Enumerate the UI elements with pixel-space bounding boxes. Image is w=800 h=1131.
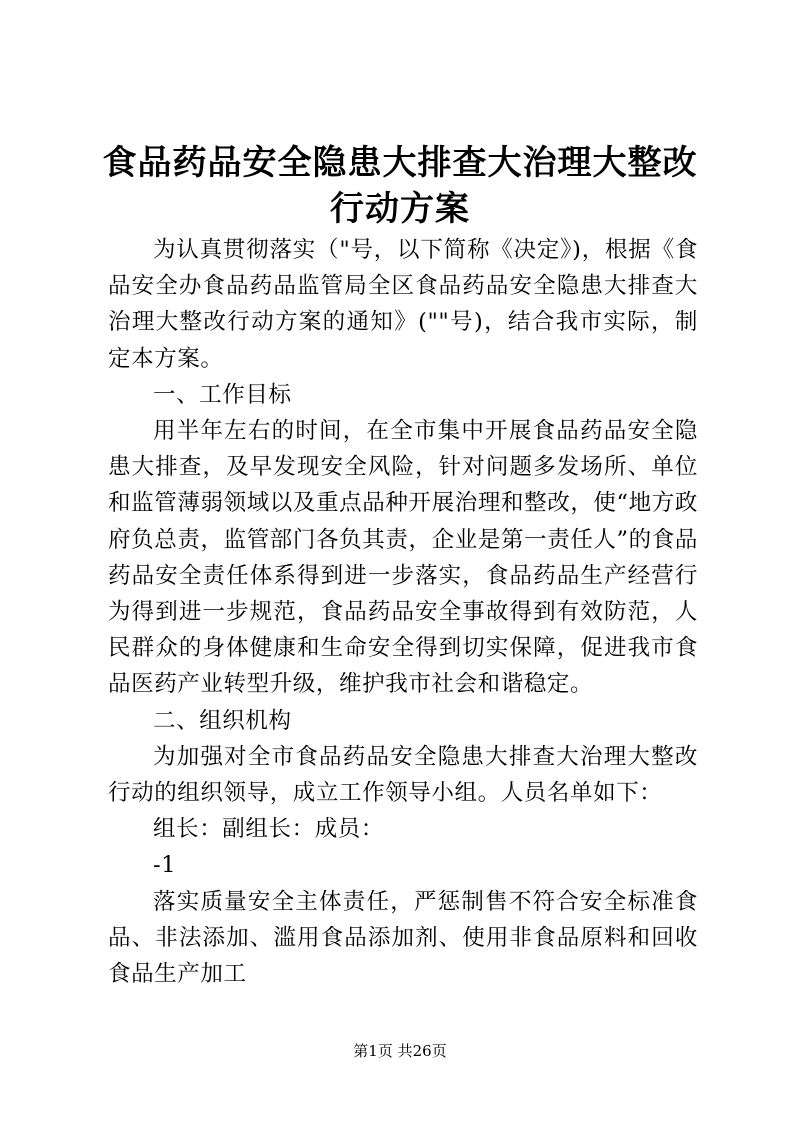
section-heading-work-goals: 一、工作目标	[153, 381, 292, 408]
organization-paragraph: 为加强对全市食品药品安全隐患大排查大治理大整改行动的组织领导，成立工作领导小组。人员名单如下：	[108, 743, 698, 807]
document-title: 食品药品安全隐患大排查大治理大整改行动方案	[102, 143, 698, 229]
item-number-line: -1	[153, 852, 177, 879]
section-heading-organization: 二、组织机构	[153, 707, 292, 734]
member-list-line: 组长：副组长：成员：	[153, 816, 385, 843]
work-goals-paragraph: 用半年左右的时间，在全市集中开展食品药品安全隐患大排查，及早发现安全风险，针对问题多发场所、单位和监管薄弱领域以及重点品种开展治理和整改，使“地方政府负总责，监管部门各负其责，企业是第一责任人”的食品药品安全责任体系得到进一步落实，食品药品生产经营行为得到进一步规范，食品药品安全事故得到有效防范，人民群众的身体健康和生命安全得到切实保障，促进我市食品医药产业转型升级，维护我市社会和谐稳定。	[108, 418, 698, 698]
page-indicator: 第1页 共26页	[353, 1042, 447, 1060]
document-body	[108, 232, 698, 992]
responsibility-paragraph: 落实质量安全主体责任，严惩制售不符合安全标准食品、非法添加、滥用食品添加剂、使用非食品原料和回收食品生产加工	[108, 888, 698, 988]
intro-paragraph: 为认真贯彻落实（"号，以下简称《决定》)，根据《食品安全办食品药品监管局全区食品药品安全隐患大排查大治理大整改行动方案的通知》(""号)，结合我市实际，制定本方案。	[108, 237, 698, 372]
